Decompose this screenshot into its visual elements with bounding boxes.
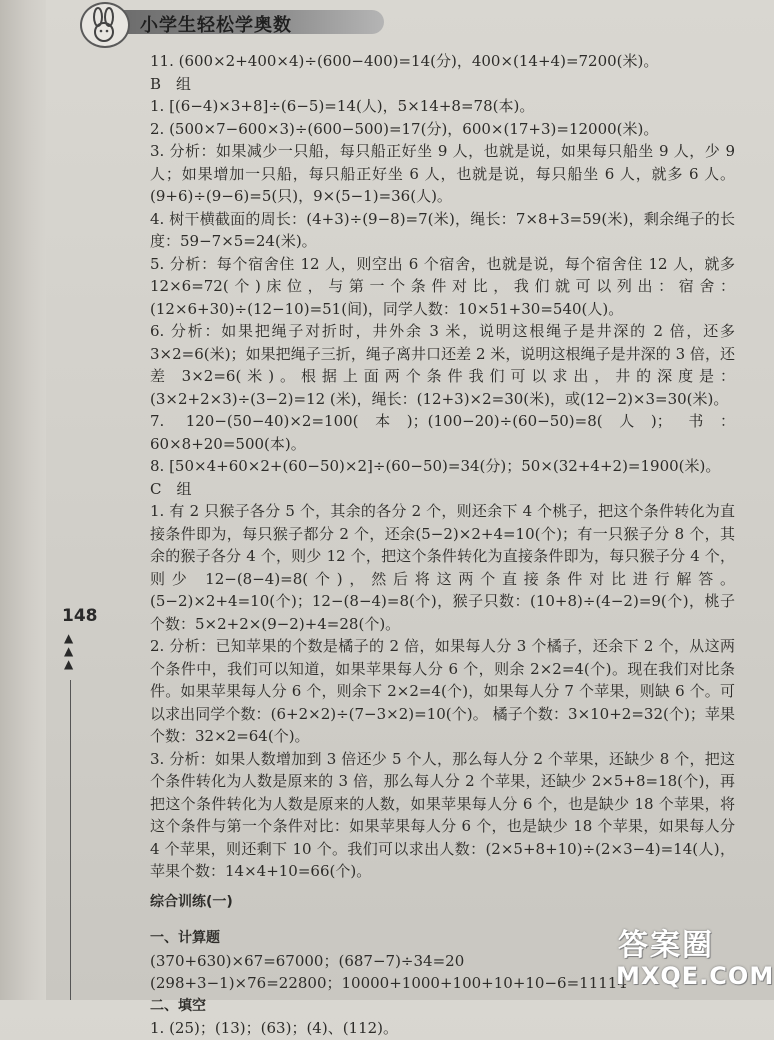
page-gutter	[0, 0, 46, 1000]
watermark-top: 答案圈	[618, 928, 714, 963]
triangle-arrows-icon: ▲ ▲ ▲	[64, 631, 74, 671]
answer-line: 11. (600×2+400×4)÷(600−400)=14(分)，400×(14+4)=7200(米)。	[150, 52, 659, 70]
answer-line: 3. 分析：如果减少一只船，每只船正好坐 9 人，也就是说，如果每只船坐 9 人，少 9 人；如果增加一只船，每只船正好坐 6 人，也就是说，每只船坐 6 人，就多 6 人。(9+6)÷(9−6)=5(只)，9×(5−1)=36(人)。	[150, 142, 735, 205]
header-title: 小学生轻松学奥数	[140, 15, 292, 36]
section-title-calculation: 一、计算题	[150, 930, 220, 946]
rabbit-logo-icon	[80, 2, 130, 48]
answer-text	[150, 50, 735, 1040]
watermark-bottom: MXQE.COM	[616, 962, 774, 990]
group-heading-c: C 组	[150, 479, 192, 498]
answer-line: 1. [(6−4)×3+8]÷(6−5)=14(人)，5×14+8=78(本)。	[150, 97, 535, 115]
answer-line: 4. 树干横截面的周长：(4+3)÷(9−8)=7(米)，绳长：7×8+3=59(米)，剩余绳子的长度：59−7×5=24(米)。	[150, 209, 735, 250]
page-number: 148	[62, 606, 98, 626]
margin-rule	[70, 680, 71, 1000]
section-title-fill: 二、填空	[150, 997, 206, 1014]
answer-line: 2. (500×7−600×3)÷(600−500)=17(分)，600×(17+3)=12000(米)。	[150, 119, 659, 138]
answer-line: 1. (25)；(13)；(63)；(4)、(112)。	[150, 1019, 399, 1037]
answer-line: 6. 分析：如果把绳子对折时，井外余 3 米，说明这根绳子是井深的 2 倍，还多 3×2=6(米)；如果把绳子三折，绳子离井口还差 2 米，说明这根绳子是井深的 3 倍，还差 3×2=6(米)。根据上面两个条件我们可以求出，井的深度是：(3×2+2×3)÷(3−2)=12 (米)，绳长：(12+3)×2=30(米)，或(12−2)×3=30(米)。	[150, 322, 735, 408]
site-watermark	[612, 920, 774, 998]
answer-line: 7. 120−(50−40)×2=100(本)；(100−20)÷(60−50)=8(人)；书：60×8+20=500(本)。	[150, 412, 735, 453]
answer-line: (298+3−1)×76=22800；10000+1000+100+10+10−6=11114	[150, 974, 627, 992]
section-title-comprehensive: 综合训练(一)	[150, 893, 233, 910]
group-heading-b: B 组	[150, 74, 192, 93]
answer-line: 1. 有 2 只猴子各分 5 个，其余的各分 2 个，则还余下 4 个桃子，把这个条件转化为直接条件即为，每只猴子都分 2 个，还余(5−2)×2+4=10(个)；有一只猴子分 8 个，其余的猴子各分 4 个，则少 12 个，把这个条件转化为直接条件即为，每只猴子分 4 个，则少 12−(8−4)=8(个)，然后将这两个直接条件对比进行解答。(5−2)×2+4=10(个)；12−(8−4)=8(个)，猴子只数：(10+8)÷(4−2)=9(个)，桃子个数：5×2+2×(9−2)+4=28(个)。	[150, 502, 735, 633]
answer-line: 2. 分析：已知苹果的个数是橘子的 2 倍，如果每人分 3 个橘子，还余下 2 个，从这两个条件中，我们可以知道，如果苹果每人分 6 个，则余 2×2=4(个)。现在我们对比条件。如果苹果每人分 6 个，则余下 2×2=4(个)，如果每人分 7 个苹果，则缺 6 个。可以求出同学个数：(6+2×2)÷(7−3×2)=10(个)。 橘子个数：3×10+2=32(个)；苹果个数：32×2=64(个)。	[150, 637, 735, 745]
answer-line: 5. 分析：每个宿舍住 12 人，则空出 6 个宿舍，也就是说，每个宿舍住 12 人，就多 12×6=72(个)床位，与第一个条件对比，我们就可以列出：宿舍：(12×6+30)÷(12−10)=51(间)，同学人数：10×51+30=540(人)。	[150, 254, 735, 318]
book-header	[80, 2, 390, 40]
answer-line: 3. 分析：如果人数增加到 3 倍还少 5 个人，那么每人分 2 个苹果，还缺少 8 个，把这个条件转化为人数是原来的 3 倍，那么每人分 2 个苹果，还缺少 2×5+8=18(个)，再把这个条件转化为人数是原来的人数，如果苹果每人分 6 个，也是缺少 18 个苹果，将这个条件与第一个条件对比：如果苹果每人分 6 个，也是缺少 18 个苹果，如果每人分 4 个苹果，则还剩下 10 个。我们可以求出人数：(2×5+8+10)÷(2×3−4)=14(人)，苹果个数：14×4+10=66(个)。	[150, 749, 735, 880]
answer-line: 8. [50×4+60×2+(60−50)×2]÷(60−50)=34(分)；50×(32+4+2)=1900(米)。	[150, 457, 721, 475]
answer-line: (370+630)×67=67000；(687−7)÷34=20	[150, 951, 465, 970]
